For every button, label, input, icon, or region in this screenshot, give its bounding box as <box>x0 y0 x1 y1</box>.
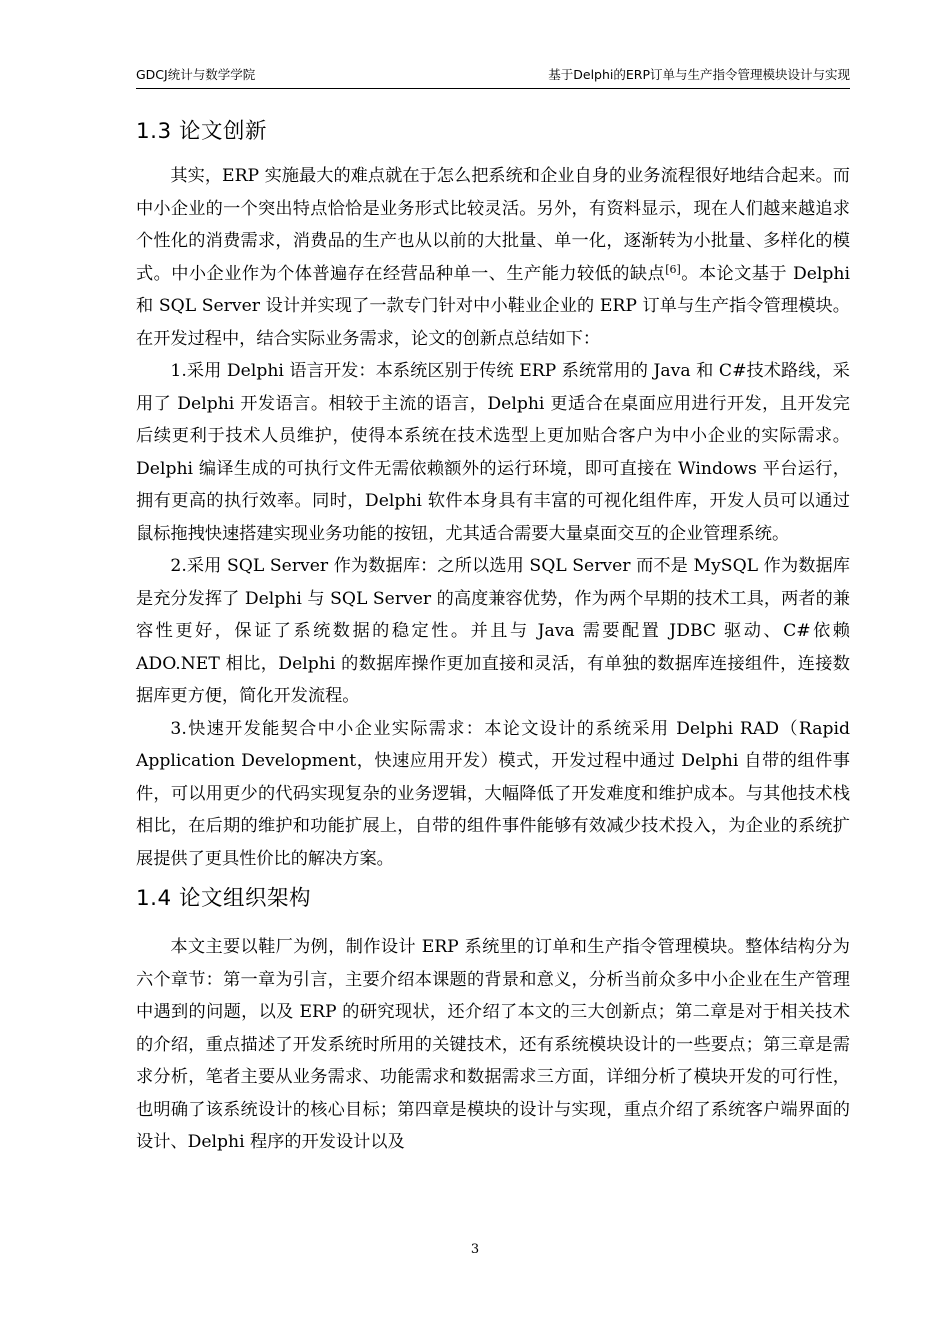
running-header <box>136 62 850 84</box>
paragraph-intro-main: 其实，ERP 实施最大的难点就在于怎么把系统和企业自身的业务流程很好地结合起来。而中小企业的一个突出特点恰恰是业务形式比较灵活。另外，有资料显示，现在人们越来越追求个性化的消费需求，消费品的生产也从以前的大批量、单一化，逐渐转为小批量、多样化的模式。中小企业作为个体普遍存在经营品种单一、生产能力较低的缺点 <box>136 166 850 284</box>
paragraph-innovation-1: 1.采用 Delphi 语言开发：本系统区别于传统 ERP 系统常用的 Java 和 C#技术路线，采用了 Delphi 开发语言。相较于主流的语言，Delphi 更适合在桌面应用进行开发，且开发完后续更利于技术人员维护，使得本系统在技术选型上更加贴合客户为中小企业的实际需求。Delphi 编译生成的可执行文件无需依赖额外的运行环境，即可直接在 Windows 平台运行，拥有更高的执行效率。同时，Delphi 软件本身具有丰富的可视化组件库，开发人员可以通过鼠标拖拽快速搭建实现业务功能的按钮，尤其适合需要大量桌面交互的企业管理系统。 <box>136 361 850 544</box>
page-number: 3 <box>470 1242 480 1257</box>
body-text <box>136 114 850 1159</box>
paragraph-intro <box>136 160 850 355</box>
section-heading-1-3: 1.3 论文创新 <box>136 119 268 144</box>
header-institution: GDCJ统计与数学学院 <box>136 67 256 82</box>
paragraph-intro-tail: 。本论文基于 Delphi 和 SQL Server 设计并实现了一款专门针对中小鞋业企业的 ERP 订单与生产指令管理模块。在开发过程中，结合实际业务需求，论文的创新点总结如下： <box>136 263 850 349</box>
citation-6: [6] <box>665 262 681 276</box>
section-heading-1-4: 1.4 论文组织架构 <box>136 886 312 911</box>
paragraph-organization: 本文主要以鞋厂为例，制作设计 ERP 系统里的订单和生产指令管理模块。整体结构分为六个章节：第一章为引言，主要介绍本课题的背景和意义，分析当前众多中小企业在生产管理中遇到的问题，以及 ERP 的研究现状，还介绍了本文的三大创新点；第二章是对于相关技术的介绍，重点描述了开发系统时所用的关键技术，还有系统模块设计的一些要点；第三章是需求分析，笔者主要从业务需求、功能需求和数据需求三方面，详细分析了模块开发的可行性，也明确了该系统设计的核心目标；第四章是模块的设计与实现，重点介绍了系统客户端界面的设计、Delphi 程序的开发设计以及 <box>136 937 850 1152</box>
header-divider <box>136 88 850 89</box>
header-thesis-title: 基于Delphi的ERP订单与生产指令管理模块设计与实现 <box>548 67 850 82</box>
paragraph-innovation-2: 2.采用 SQL Server 作为数据库：之所以选用 SQL Server 而不是 MySQL 作为数据库是充分发挥了 Delphi 与 SQL Server 的高度兼容优势，作为两个早期的技术工具，两者的兼容性更好，保证了系统数据的稳定性。并且与 Java 需要配置 JDBC 驱动、C#依赖 ADO.NET 相比，Delphi 的数据库操作更加直接和灵活，有单独的数据库连接组件，连接数据库更方便，简化开发流程。 <box>136 556 850 706</box>
paragraph-innovation-3: 3.快速开发能契合中小企业实际需求：本论文设计的系统采用 Delphi RAD（Rapid Application Development，快速应用开发）模式，开发过程中通过 Delphi 自带的组件事件，可以用更少的代码实现复杂的业务逻辑，大幅降低了开发难度和维护成本。与其他技术栈相比，在后期的维护和功能扩展上，自带的组件事件能够有效减少技术投入，为企业的系统扩展提供了更具性价比的解决方案。 <box>136 718 850 869</box>
